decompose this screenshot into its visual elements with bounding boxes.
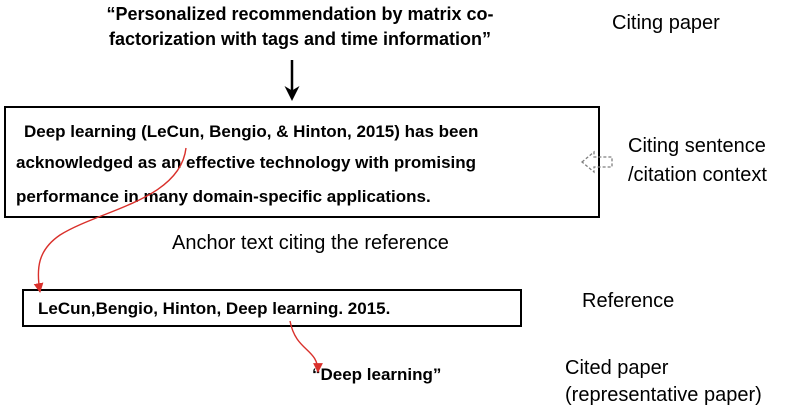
citing-sentence-line-3: performance in many domain-specific applications. bbox=[16, 187, 431, 206]
cited-paper-title: “Deep learning” bbox=[312, 365, 442, 384]
cited-paper-label-line-2: (representative paper) bbox=[565, 384, 762, 406]
reference-label: Reference bbox=[582, 290, 675, 312]
citing-sentence-line-2: acknowledged as an effective technology with promising bbox=[16, 153, 477, 172]
citing-sentence-line-1: Deep learning (LeCun, Bengio, & Hinton, 2015) has been bbox=[24, 122, 479, 141]
anchor-text-label: Anchor text citing the reference bbox=[172, 232, 449, 254]
citing-paper-title-line-1: “Personalized recommendation by matrix co- bbox=[106, 4, 494, 24]
citing-sentence-label-line-2: /citation context bbox=[628, 164, 767, 186]
dashed-arrow-icon bbox=[582, 152, 612, 172]
citing-sentence-label-line-1: Citing sentence bbox=[628, 135, 766, 157]
citing-paper-label: Citing paper bbox=[612, 12, 720, 34]
reference-to-cited-paper-arrow bbox=[290, 321, 318, 372]
reference-text: LeCun,Bengio, Hinton, Deep learning. 2015. bbox=[38, 299, 391, 318]
citing-paper-title-line-2: factorization with tags and time information” bbox=[108, 29, 492, 49]
anchor-to-reference-arrow bbox=[38, 148, 186, 292]
cited-paper-label-line-1: Cited paper bbox=[565, 357, 669, 379]
